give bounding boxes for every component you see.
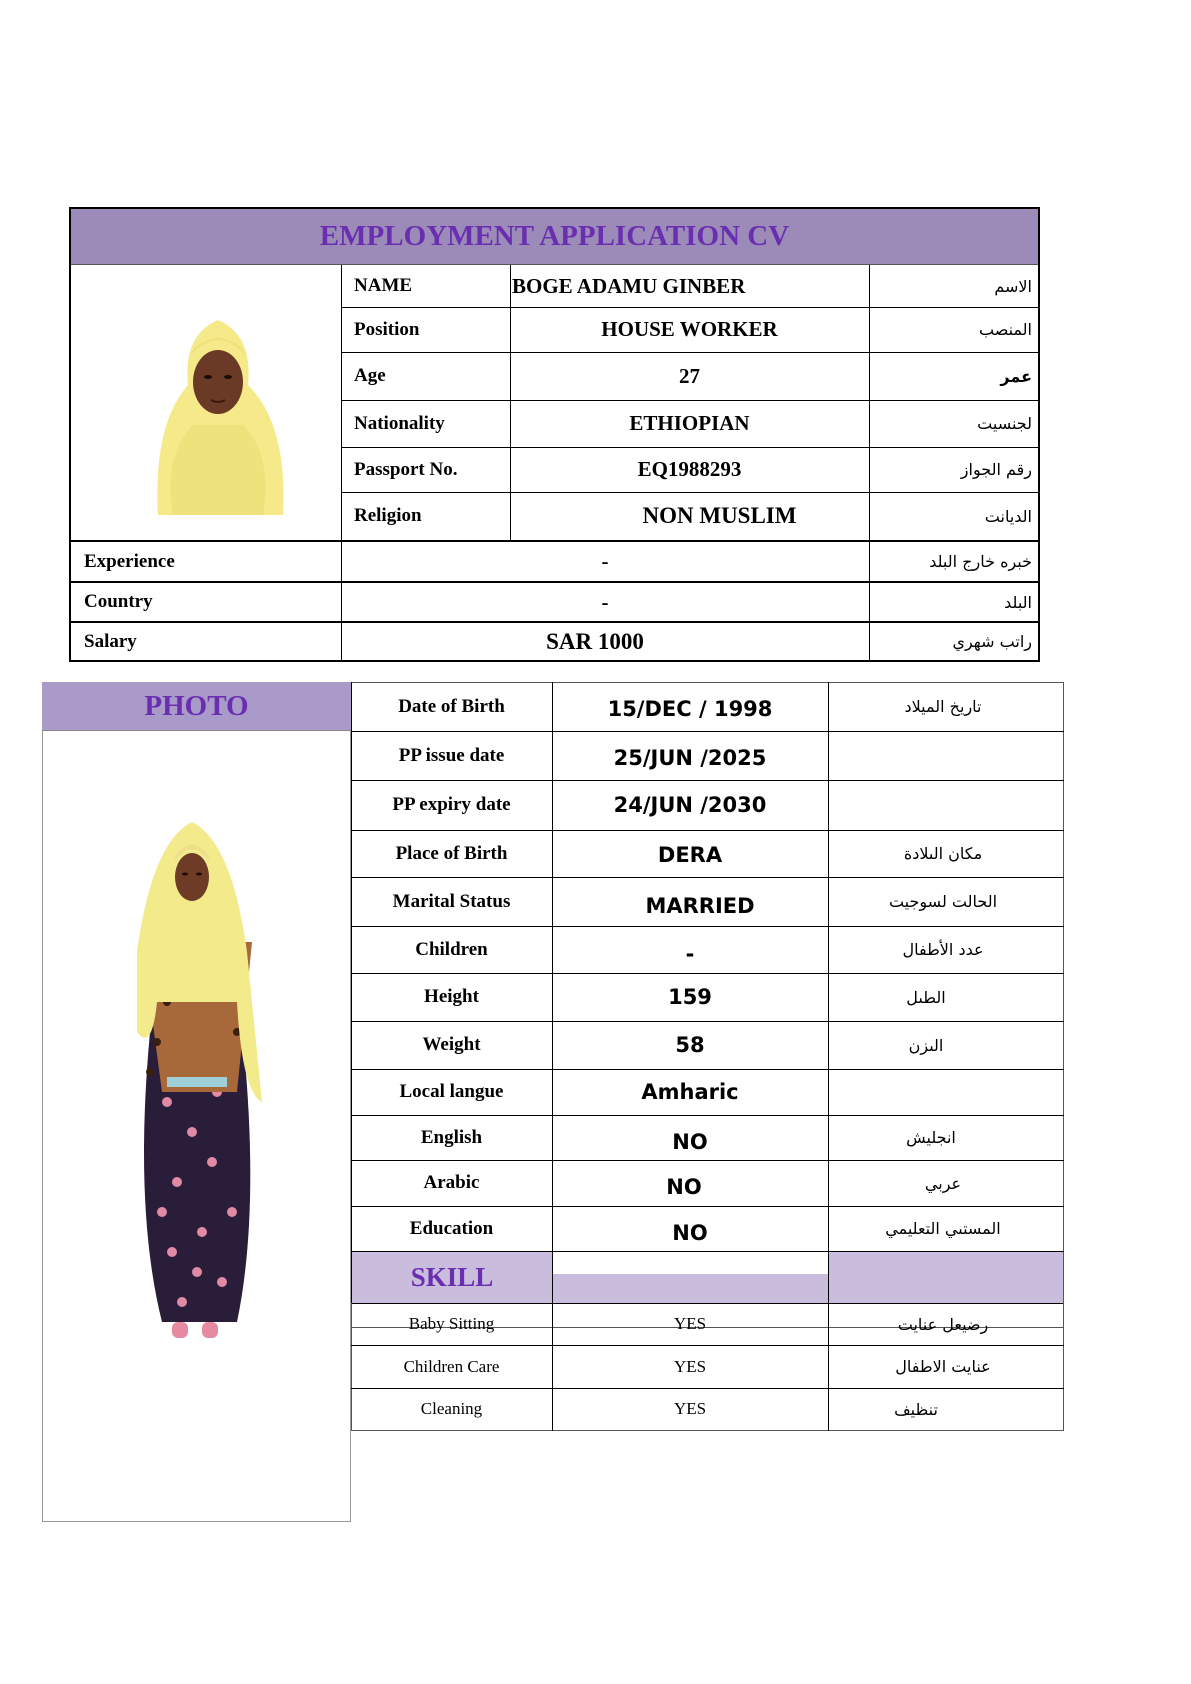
label-english: English [420,1126,483,1148]
value-english: NO [672,1130,708,1154]
label-education: Education [409,1217,494,1239]
arabic-position: المنصب [979,320,1032,339]
arabic-age: عمر [1000,366,1032,386]
value-age: 27 [679,363,700,388]
arabic-weight: الىزن [908,1035,944,1055]
label-arabic: Arabic [423,1172,480,1193]
value-experience: - [601,549,609,573]
face-photo [113,265,323,523]
personal-details-table [42,682,1064,1522]
value-children: - [685,942,695,966]
skill-arabic-cleaning: تنظيف [894,1399,938,1419]
label-pp-expiry: PP expiry date [392,794,511,815]
label-children: Children [415,938,488,960]
value-passport: EQ1988293 [637,457,742,481]
arabic-country: البلد [1004,592,1032,612]
skill-arabic-baby-sitting: رضيعل عنايت [897,1314,989,1334]
arabic-marital-status: الحالت لسوجيت [888,892,998,911]
label-position: Position [354,318,420,340]
employment-summary-table [69,207,1040,662]
label-name: NAME [354,275,413,296]
document-title: EMPLOYMENT APPLICATION CV [71,209,1038,265]
skill-value-baby-sitting: YES [673,1314,707,1333]
value-education: NO [672,1221,708,1245]
label-salary: Salary [84,630,137,652]
skill-header: SKILL [352,1252,552,1303]
value-name: BOGE ADAMU GINBER [512,273,746,298]
skill-header-fill [553,1274,828,1303]
label-experience: Experience [84,550,175,572]
arabic-nationality: لجنسيت [977,414,1032,433]
label-marital-status: Marital Status [392,890,511,912]
arabic-experience: خبره خارج البلد [929,552,1032,571]
label-place-of-birth: Place of Birth [395,842,508,864]
skill-label-cleaning: Cleaning [420,1399,483,1418]
value-nationality: ETHIOPIAN [629,411,750,435]
arabic-english: انجليش [906,1128,956,1147]
arabic-dob: تاريخ الميلاد [904,697,982,716]
skill-value-children-care: YES [673,1356,707,1376]
arabic-height: الطىل [906,987,946,1007]
label-pp-issue: PP issue date [398,744,505,766]
full-body-photo [122,802,272,1362]
value-dob: 15/DEC / 1998 [607,697,773,721]
value-religion: NON MUSLIM [642,503,797,528]
label-height: Height [424,986,479,1007]
value-weight: 58 [675,1033,705,1057]
photo-header: PHOTO [42,682,351,731]
label-weight: Weight [422,1034,481,1055]
skill-label-children-care: Children Care [403,1356,500,1376]
value-pp-expiry: 24/JUN /2030 [613,793,767,817]
arabic-name: الاسم [994,276,1032,296]
label-dob: Date of Birth [398,695,505,717]
label-nationality: Nationality [354,412,445,434]
label-passport: Passport No. [354,458,458,480]
value-pp-issue: 25/JUN /2025 [613,746,767,770]
label-local-language: Local langue [399,1081,504,1102]
label-country: Country [84,591,153,612]
value-position: HOUSE WORKER [601,317,778,341]
arabic-salary: راتب شهري [952,632,1032,651]
skill-header-fill-right [829,1252,1063,1303]
value-marital-status: MARRIED [645,894,755,918]
skill-label-baby-sitting: Baby Sitting [408,1314,495,1333]
arabic-place-of-birth: مكان الىلادة [903,844,983,863]
value-height: 159 [668,985,712,1009]
value-arabic: NO [666,1175,702,1199]
arabic-passport: رقم الجواز [960,460,1032,479]
value-place-of-birth: DERA [657,843,723,867]
arabic-religion: الديانت [984,506,1032,526]
value-salary: SAR 1000 [546,628,644,654]
skill-arabic-children-care: عنايت الاطفال [895,1357,991,1376]
label-age: Age [354,365,386,386]
label-religion: Religion [354,505,422,526]
value-local-language: Amharic [641,1080,739,1104]
skill-value-cleaning: YES [673,1399,707,1418]
arabic-arabic: عربي [924,1173,962,1193]
arabic-education: المستىي التعليمي [885,1219,1001,1238]
arabic-children: عدد الأطفال [902,940,984,959]
value-country: - [601,589,609,614]
